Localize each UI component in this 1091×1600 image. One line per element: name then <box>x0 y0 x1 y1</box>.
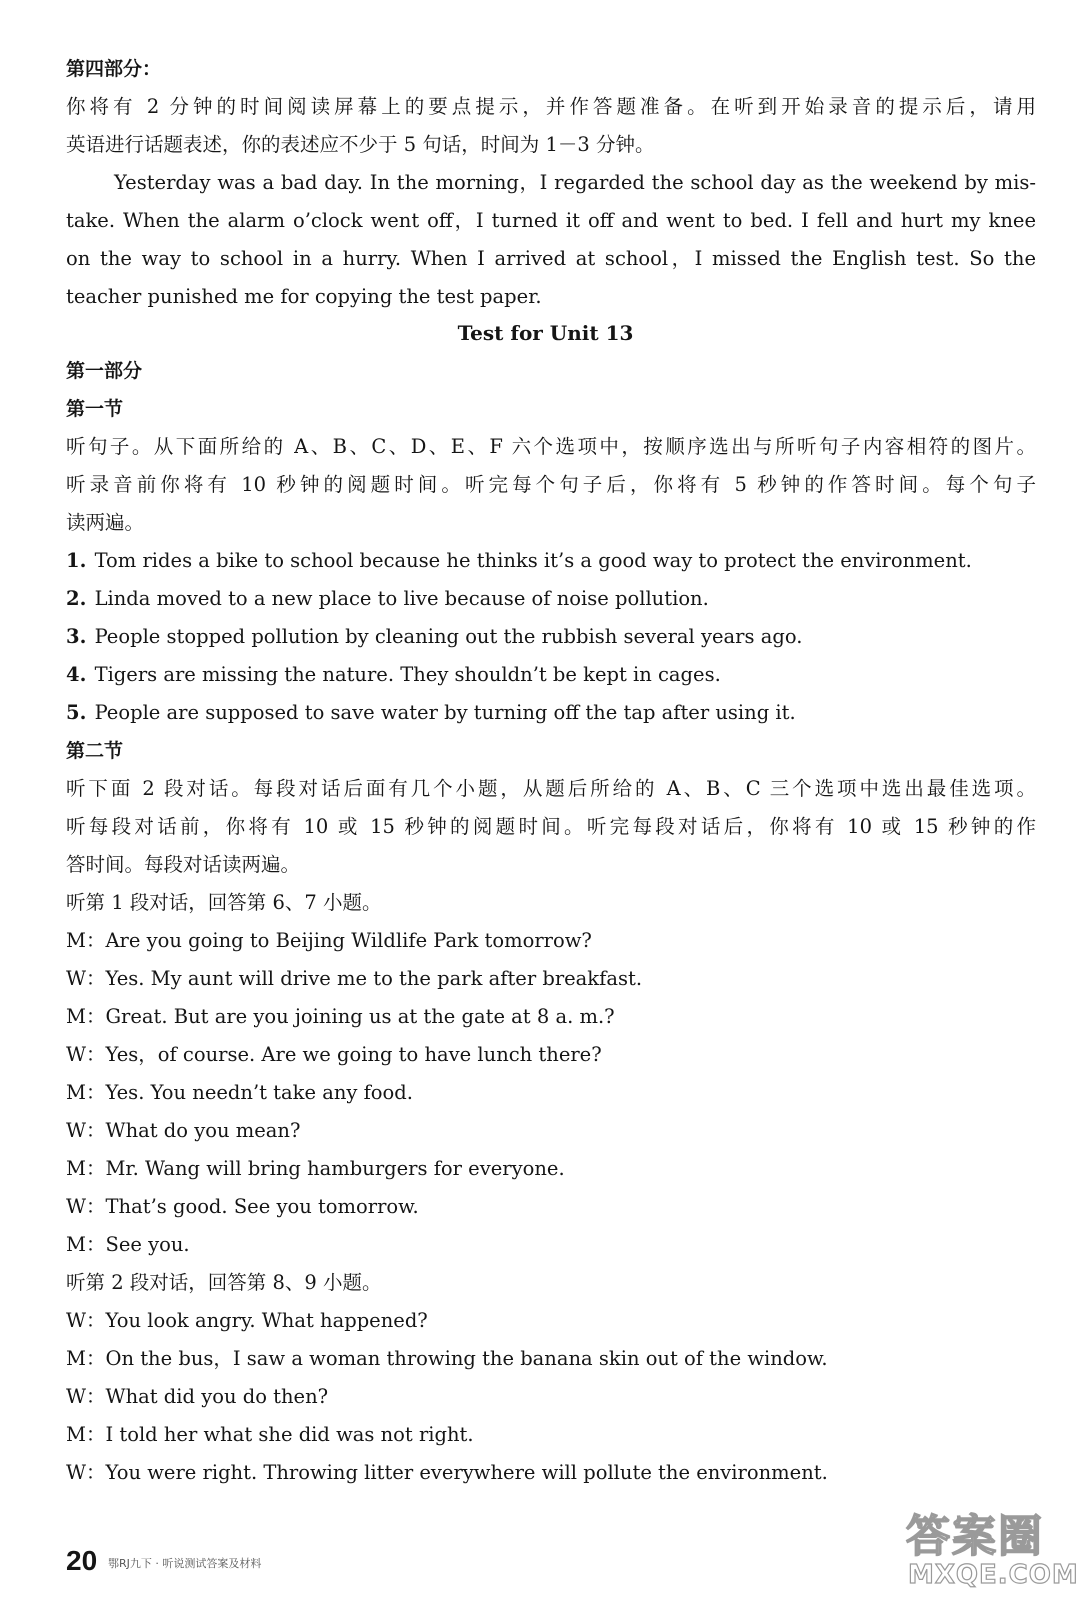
dialog-line: W：Yes. My aunt will drive me to the park after breakfast. <box>66 967 643 990</box>
list-item <box>66 542 1036 580</box>
item-text: People stopped pollution by cleaning out the rubbish several years ago. <box>94 625 803 648</box>
dialog-line: M：Yes. You needn’t take any food. <box>66 1081 413 1104</box>
part4-passage-line-4: teacher punished me for copying the test paper. <box>66 285 542 308</box>
item-text: People are supposed to save water by turning off the tap after using it. <box>94 701 796 724</box>
section2-heading: 第二节 <box>66 740 124 762</box>
part4-instruction-line-1: 你将有 2 分钟的时间阅读屏幕上的要点提示，并作答题准备。在听到开始录音的提示后，请用 <box>66 95 1036 118</box>
list-item <box>66 694 1036 732</box>
item-text: Tigers are missing the nature. They shouldn’t be kept in cages. <box>94 663 721 686</box>
list-item <box>66 580 1036 618</box>
footer-book-title: 鄂RJ九下 · 听说测试答案及材料 <box>108 1557 262 1570</box>
part4-passage-line-1: Yesterday was a bad day. In the morning，I regarded the school day as the weekend by mis- <box>114 171 1036 194</box>
dialog-line: W：Yes，of course. Are we going to have lunch there? <box>66 1043 602 1066</box>
part4-passage-line-3: on the way to school in a hurry. When I arrived at school，I missed the English test. So the <box>66 247 1036 270</box>
part4-instruction-line-2: 英语进行话题表述，你的表述应不少于 5 句话，时间为 1－3 分钟。 <box>66 133 655 156</box>
dialog-line: W：You look angry. What happened? <box>66 1309 428 1332</box>
dialog-line: M：Are you going to Beijing Wildlife Park tomorrow? <box>66 929 592 952</box>
dialog-line: M：I told her what she did was not right. <box>66 1423 474 1446</box>
dialog-line: M：On the bus，I saw a woman throwing the banana skin out of the window. <box>66 1347 828 1370</box>
section1-instruction-line-3: 读两遍。 <box>66 511 145 534</box>
watermark-cn: 答案圈 <box>906 1511 1044 1562</box>
section1-instruction-line-2: 听录音前你将有 10 秒钟的阅题时间。听完每个句子后，你将有 5 秒钟的作答时间。每个句子 <box>66 473 1036 496</box>
dialog1-intro: 听第 1 段对话，回答第 6、7 小题。 <box>66 891 382 914</box>
item-number: 3. <box>66 625 87 648</box>
test-title: Test for Unit 13 <box>457 321 634 345</box>
page-number: 20 <box>66 1545 98 1576</box>
part1-heading: 第一部分 <box>66 360 143 382</box>
section2-instruction-line-1: 听下面 2 段对话。每段对话后面有几个小题，从题后所给的 A、B、C 三个选项中选出最佳选项。 <box>66 777 1036 800</box>
list-item <box>66 656 1036 694</box>
section2-instruction-line-3: 答时间。每段对话读两遍。 <box>66 853 301 876</box>
dialog-line: W：You were right. Throwing litter everywhere will pollute the environment. <box>66 1461 828 1484</box>
item-text: Tom rides a bike to school because he thinks it’s a good way to protect the environment. <box>94 549 972 572</box>
dialog-line: W：What do you mean? <box>66 1119 301 1142</box>
item-number: 1. <box>66 549 87 572</box>
dialog-line: M：Mr. Wang will bring hamburgers for everyone. <box>66 1157 565 1180</box>
watermark-logo <box>900 1510 1080 1595</box>
dialog-line: M：Great. But are you joining us at the gate at 8 a. m.? <box>66 1005 615 1028</box>
list-item <box>66 618 1036 656</box>
item-number: 5. <box>66 701 87 724</box>
dialog-line: W：What did you do then? <box>66 1385 329 1408</box>
dialog2-intro: 听第 2 段对话，回答第 8、9 小题。 <box>66 1271 382 1294</box>
part4-heading: 第四部分： <box>66 58 162 80</box>
watermark-en: MXQE.COM <box>908 1560 1079 1590</box>
section2-instruction-line-2: 听每段对话前，你将有 10 或 15 秒钟的阅题时间。听完每段对话后，你将有 10 或 15 秒钟的作 <box>66 815 1036 838</box>
dialog-line: M：See you. <box>66 1233 190 1256</box>
section1-heading: 第一节 <box>66 398 124 420</box>
item-number: 4. <box>66 663 87 686</box>
dialog-line: W：That’s good. See you tomorrow. <box>66 1195 419 1218</box>
part4-passage-line-2: take. When the alarm o’clock went off，I turned it off and went to bed. I fell and hurt my knee <box>66 209 1036 232</box>
item-text: Linda moved to a new place to live because of noise pollution. <box>94 587 709 610</box>
item-number: 2. <box>66 587 87 610</box>
section1-instruction-line-1: 听句子。从下面所给的 A、B、C、D、E、F 六个选项中，按顺序选出与所听句子内容相符的图片。 <box>66 435 1036 458</box>
